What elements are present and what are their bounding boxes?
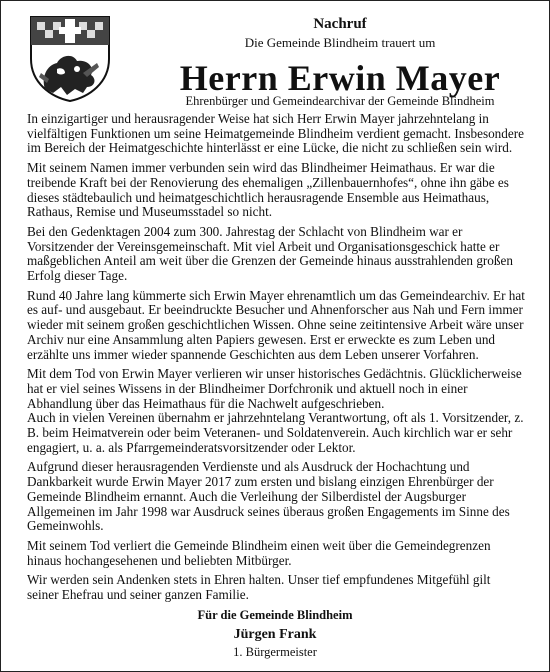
coat-of-arms-graphic bbox=[27, 13, 113, 103]
closing-signature bbox=[1, 607, 549, 660]
body-paragraph: In einzigartiger und herausragender Weise hat sich Herr Erwin Mayer jahrzehntelang in vielfältigen Funktionen um seine Heimatgemeinde Blindheim verdient gemacht. Insbesondere im Bereich der Heimatgeschichte hinterlässt er eine Lücke, die nicht zu schließen sein wird. bbox=[27, 111, 524, 156]
body-paragraph: Aufgrund dieser herausragenden Verdienste und als Ausdruck der Hochachtung und Dankbarkeit wurde Erwin Mayer 2017 zum ersten und bislang einzigen Ehrenbürger der Gemeinde Blindheim ernannt. Auch die Verleihung der Silberdistel der Augsburger Allgemeinen im Jahr 1998 war Ausdruck seines überaus großen Engagements im Sinne des Gemeinwohls. bbox=[27, 459, 510, 534]
notice-subkicker: Die Gemeinde Blindheim trauert um bbox=[244, 35, 436, 50]
obituary-body bbox=[27, 112, 525, 608]
body-paragraph: Rund 40 Jahre lang kümmerte sich Erwin Mayer ehrenamtlich um das Gemeindearchiv. Er hat es auf- und ausgebaut. Er beeindruckte Besucher und Ahnenforscher aus Nah und Fern immer wieder mit seinem großen geschichtlichen Wissen. Ohne seine zeitintensive Arbeit wäre unser Archiv nur eine Ansammlung alten Papiers gewesen. Erst er erweckte es zum Leben und erzählte uns immer wieder spannende Geschichten aus dem Leben unserer Vorfahren. bbox=[27, 287, 525, 362]
body-paragraph: Auch in vielen Vereinen übernahm er jahrzehntelang Verantwortung, oft als 1. Vorsitzender, z. B. beim Heimatverein oder beim Veteranen- und Soldatenverein. Auch kirchlich war er sehr engagiert, u. a. als Pfarrgemeinderatsvorsitzender oder Lektor. bbox=[27, 410, 524, 455]
body-paragraph: Mit seinem Namen immer verbunden sein wird das Blindheimer Heimathaus. Er war die treibende Kraft bei der Renovierung des ehemaligen „Zillenbauernhofes“, ohne ihn gäbe es dieses städtebaulich und heimatgeschichtlich herausragende Ensemble aus Heimathaus, Rathaus, Remise und Museumsstadel so nicht. bbox=[27, 160, 509, 220]
obituary-header bbox=[131, 15, 549, 98]
body-paragraph: Bei den Gedenktagen 2004 zum 300. Jahrestag der Schlacht von Blindheim war er Vorsitzender der Vereinsgemeinschaft. Mit viel Arbeit und Organisationsgeschick hatte er maßgeblichen Anteil am weit über die Grenzen der Gemeinde hinaus ausstrahlenden großen Erfolg dieser Tage. bbox=[27, 223, 513, 284]
body-paragraph: Wir werden sein Andenken stets in Ehren halten. Unser tief empfundenes Mitgefühl gilt seiner Ehefrau und seiner ganzen Familie. bbox=[27, 572, 491, 603]
deceased-role: Ehrenbürger und Gemeindearchivar der Gemeinde Blindheim bbox=[185, 94, 495, 108]
closing-organization: Für die Gemeinde Blindheim bbox=[197, 608, 353, 622]
body-paragraph: Mit dem Tod von Erwin Mayer verlieren wir unser historisches Gedächtnis. Glücklicherweise hat er viel seines Wissens in der Blindheimer Dorfchronik und aktuell noch in einer Abhandlung über das Heimathaus für die Nachwelt aufgeschrieben. bbox=[27, 366, 522, 411]
signatory-name: Jürgen Frank bbox=[233, 627, 317, 642]
municipal-coat-of-arms-icon bbox=[27, 13, 113, 103]
body-paragraph: Mit seinem Tod verliert die Gemeinde Blindheim einen weit über die Gemeindegrenzen hinaus hochangesehenen und beliebten Mitbürger. bbox=[27, 537, 491, 568]
signatory-title: 1. Bürgermeister bbox=[233, 645, 317, 659]
deceased-name: Herrn Erwin Mayer bbox=[179, 58, 501, 98]
notice-kicker: Nachruf bbox=[313, 16, 367, 32]
